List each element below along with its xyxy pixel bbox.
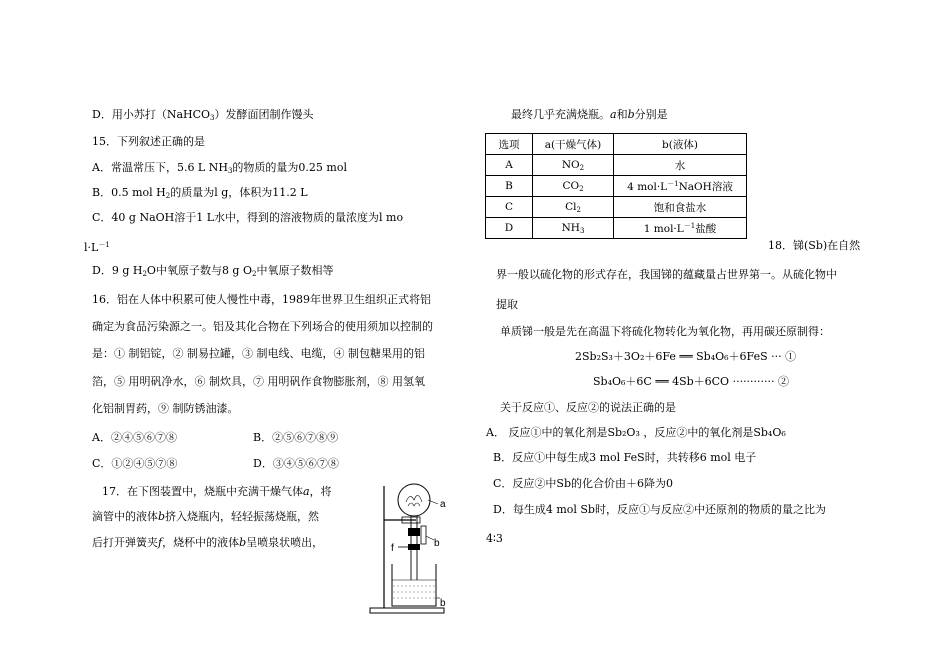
text: 17．在下图装置中，烧瓶中充满干燥气体 (102, 485, 303, 498)
var: b (239, 536, 247, 549)
text: 饱和食盐水 (653, 201, 707, 214)
spring-clip (408, 544, 420, 550)
table-row (486, 218, 747, 239)
q15-option-a (92, 161, 347, 178)
label-f: f (391, 543, 394, 554)
q16-option-b: B．②⑤⑥⑦⑧⑨ (253, 431, 339, 444)
q18-line-2: 界一般以硫化物的形式存在，我国锑的蕴藏量占世界第一。从硫化物中 (496, 268, 837, 281)
subscript: 3 (579, 226, 585, 235)
q18-option-c: C．反应②中Sb的化合价由＋6降为0 (493, 477, 673, 490)
q18-line-3: 提取 (496, 298, 518, 311)
subscript: 2 (576, 205, 581, 214)
header-liquid: b(液体) (614, 134, 747, 155)
superscript: －1 (683, 221, 696, 230)
cell-gas (533, 176, 614, 197)
q16-line-5: 化铝制胃药，⑨ 制防锈油漆。 (92, 402, 239, 415)
cell-liquid (614, 155, 747, 176)
cell-option: D (486, 218, 533, 239)
q15-option-c-cont (84, 238, 110, 255)
q18-option-d: D．每生成4 mol Sb时，反应①与反应②中还原剂的物质的量之比为 (493, 503, 826, 516)
text: O中氧原子数与8 g O (146, 264, 252, 277)
cell-option: B (486, 176, 533, 197)
q17-line-3 (92, 536, 323, 550)
q18-stem: 关于反应①、反应②的说法正确的是 (500, 401, 676, 414)
cell-liquid (614, 197, 747, 218)
stand-base (370, 608, 444, 613)
subscript: 2 (142, 270, 147, 278)
text: ，将 (309, 485, 332, 498)
text: ）发酵面团制作馒头 (214, 108, 314, 121)
q18-line-4: 单质锑一般是先在高温下将硫化物转化为氧化物，再用碳还原制得： (500, 325, 830, 338)
table-row (486, 197, 747, 218)
fountain-apparatus-figure (362, 480, 458, 620)
text: NaOH溶液 (678, 180, 733, 193)
subscript: 2 (579, 163, 585, 172)
text: Cl (565, 200, 577, 213)
text: 挤入烧瓶内，轻轻振荡烧瓶，然 (165, 510, 320, 523)
var: a (303, 485, 310, 498)
table-row (486, 176, 747, 197)
superscript: －1 (667, 179, 679, 188)
q18-line-1: 18．锑(Sb)在自然 (768, 239, 861, 252)
q17-cont (511, 108, 668, 122)
text: A．常温常压下，5.6 L NH (92, 161, 228, 174)
header-gas: a(干燥气体) (533, 134, 614, 155)
cell-liquid (614, 176, 747, 197)
text: NO (561, 158, 580, 171)
text: 水 (674, 159, 686, 172)
q16-option-a: A．②④⑤⑥⑦⑧ (92, 431, 177, 444)
text: 4 mol·L (627, 180, 668, 193)
beaker (392, 564, 436, 606)
fountain-spray (406, 495, 422, 506)
cell-option: A (486, 155, 533, 176)
text: 后打开弹簧夹 (92, 536, 158, 549)
text: D．用小苏打（NaHCO (92, 108, 211, 121)
q18-option-a: A． 反应①中的氧化剂是Sb₂O₃ ，反应②中的氧化剂是Sb₄O₆ (486, 426, 786, 439)
q16-line-2: 确定为食品污染源之一。铝及其化合物在下列场合的使用须加以控制的 (92, 320, 433, 333)
q16-option-c: C．①②④⑤⑦⑧ (92, 457, 178, 470)
text: 滴管中的液体 (92, 510, 158, 523)
var: f (158, 536, 163, 549)
var: a (610, 108, 617, 121)
superscript: －1 (98, 241, 110, 249)
cell-gas (533, 197, 614, 218)
text: 的质量为l g，体积为11.2 L (170, 186, 308, 199)
q16-line-4: 箔，⑤ 用明矾净水，⑥ 制炊具，⑦ 用明矾作食物膨胀剂，⑧ 用氢氧 (92, 375, 425, 388)
text: ，烧杯中的液体 (162, 536, 240, 549)
text: 中氧原子数相等 (256, 264, 334, 277)
cell-option: C (486, 197, 533, 218)
q17-line-1 (102, 485, 332, 499)
cell-liquid (614, 218, 747, 239)
text: 最终几乎充满烧瓶。 (511, 108, 610, 121)
subscript: 2 (579, 184, 584, 193)
label-b-dropper: b (434, 538, 440, 549)
dropper (421, 526, 426, 544)
q16-line-3: 是：① 制铝锭，② 制易拉罐，③ 制电线、电缆，④ 制包糖果用的铝 (92, 347, 425, 360)
q15-option-c: C．40 g NaOH溶于1 L水中，得到的溶液物质的量浓度为l mo (92, 211, 404, 224)
table-header-row (486, 134, 747, 155)
q16-line-1: 16．铝在人体中积累可使人慢性中毒，1989年世界卫生组织正式将铝 (92, 293, 431, 306)
equation-1: 2Sb₂S₃＋3O₂＋6Fe ══ Sb₄O₆＋6FeS ··· ① (575, 350, 797, 363)
q15-option-b (92, 186, 308, 203)
text: l·L (84, 241, 99, 254)
text: 呈喷泉状喷出， (246, 536, 324, 549)
q16-option-d: D．③④⑤⑥⑦⑧ (253, 457, 339, 470)
q15-stem: 15．下列叙述正确的是 (92, 135, 205, 148)
subscript: 3 (210, 114, 215, 122)
text: NH (561, 221, 580, 234)
text: D．9 g H (92, 264, 143, 277)
text: 的物质的量为0.25 mol (232, 161, 347, 174)
leader-b1 (426, 536, 434, 540)
var: b (627, 108, 635, 121)
text: 1 mol·L (643, 222, 684, 235)
q18-option-d-cont: 4∶3 (486, 532, 503, 545)
q15-option-d (92, 264, 333, 281)
text: 盐酸 (695, 222, 717, 235)
header-option: 选项 (486, 134, 533, 155)
q17-options-table (485, 133, 747, 239)
var: b (158, 510, 166, 523)
stopper (408, 528, 420, 536)
subscript: 2 (252, 270, 257, 278)
table-row (486, 155, 747, 176)
equation-2: Sb₄O₆＋6C ══ 4Sb＋6CO ············ ② (593, 375, 790, 388)
text: 和 (616, 108, 628, 121)
text: CO (562, 179, 580, 192)
text: 分别是 (634, 108, 668, 121)
subscript: 3 (227, 167, 233, 175)
q18-option-b: B．反应①中每生成3 mol FeS时，共转移6 mol 电子 (493, 451, 757, 464)
label-b-beaker: b (440, 598, 446, 609)
q17-line-2 (92, 510, 319, 524)
label-a: a (440, 499, 446, 510)
cell-gas (533, 155, 614, 176)
text: B．0.5 mol H (92, 186, 166, 199)
subscript: 2 (165, 192, 171, 200)
q14-option-d (92, 108, 314, 125)
cell-gas (533, 218, 614, 239)
